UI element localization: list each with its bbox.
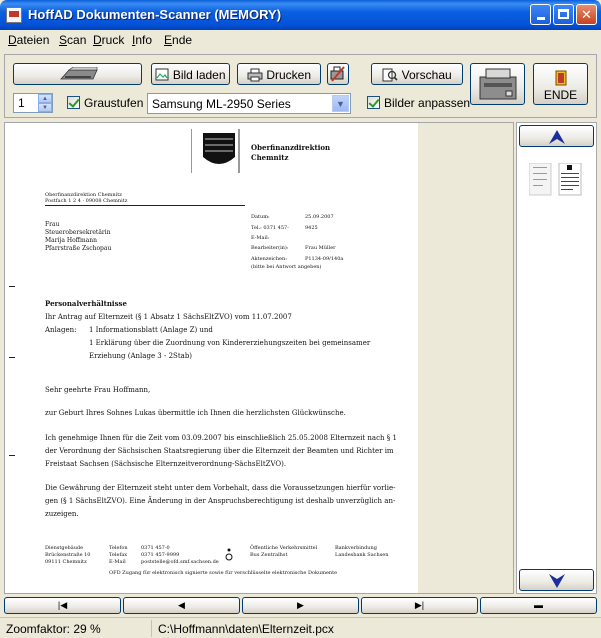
page-navigation bbox=[4, 597, 597, 615]
print-label: Drucken bbox=[266, 67, 312, 82]
authority-line2: Chemnitz bbox=[251, 153, 289, 162]
recipient-line: Marija Hoffmann bbox=[45, 237, 97, 244]
file-path-status: C:\Hoffmann\daten\Elternzeit.pcx bbox=[158, 622, 334, 636]
toolbar bbox=[4, 54, 597, 118]
document-view[interactable] bbox=[4, 122, 514, 594]
recipient-line: Frau bbox=[45, 221, 60, 228]
fold-mark bbox=[9, 357, 15, 358]
spin-down-icon[interactable]: ▼ bbox=[38, 103, 52, 112]
scroll-up-button[interactable] bbox=[519, 125, 594, 147]
last-page-button[interactable] bbox=[361, 597, 478, 614]
page-thumbnail-image bbox=[529, 163, 585, 197]
previous-page-icon: ◀ bbox=[178, 600, 185, 610]
image-icon bbox=[155, 68, 169, 82]
arrow-up-icon bbox=[548, 129, 566, 145]
footer-text: Brückenstraße 10 bbox=[45, 552, 91, 558]
zoom-status: Zoomfaktor: 29 % bbox=[2, 620, 152, 637]
recipient-line: Steuerobersekretärin bbox=[45, 229, 111, 236]
minimize-button[interactable] bbox=[530, 4, 551, 25]
menu-dateien[interactable]: Dateien bbox=[8, 33, 50, 47]
menu-bar bbox=[0, 30, 601, 50]
document-page bbox=[5, 123, 418, 594]
fold-mark bbox=[9, 455, 15, 456]
checkmark-icon[interactable] bbox=[367, 96, 380, 109]
menu-scan[interactable]: Scan bbox=[59, 33, 87, 47]
exit-door-icon bbox=[555, 70, 567, 86]
fax-button[interactable] bbox=[470, 63, 525, 105]
checkmark-icon[interactable] bbox=[67, 96, 80, 109]
authority-line1: Oberfinanzdirektion bbox=[251, 143, 331, 152]
menu-druck[interactable]: Druck bbox=[93, 33, 125, 47]
fax-machine-icon bbox=[476, 67, 520, 103]
fold-mark bbox=[9, 286, 15, 287]
footer-text: Landesbank Sachsen bbox=[335, 552, 389, 558]
paragraph-line: zuzeigen. bbox=[45, 510, 79, 518]
scanner-icon bbox=[59, 67, 99, 81]
paragraph-line: Ich genehmige Ihnen für die Zeit vom 03.09.2007 bis einschließlich 25.05.2008 Elternzeit nach § 1 bbox=[45, 434, 397, 442]
remove-page-button[interactable] bbox=[480, 597, 597, 614]
close-button[interactable] bbox=[576, 4, 597, 25]
info-label: E-Mail: bbox=[251, 235, 270, 241]
footer-text: 0371 457-9999 bbox=[141, 552, 180, 558]
info-value: 25.09.2007 bbox=[305, 214, 334, 220]
pages-spinner[interactable] bbox=[13, 93, 53, 113]
grayscale-label: Graustufen bbox=[84, 96, 144, 110]
subject-line: Personalverhältnisse bbox=[45, 299, 127, 308]
scan-button[interactable] bbox=[13, 63, 142, 85]
printer-select[interactable] bbox=[147, 93, 351, 114]
next-page-icon: ▶ bbox=[297, 600, 304, 610]
recipient-line: Pfarrstraße Zschopau bbox=[45, 245, 112, 252]
attachment-line: 1 Informationsblatt (Anlage Z) und bbox=[89, 326, 213, 334]
preview-icon bbox=[382, 68, 398, 82]
load-image-label: Bild laden bbox=[172, 67, 226, 82]
maximize-button[interactable] bbox=[553, 4, 574, 25]
minus-icon: ▬ bbox=[534, 600, 543, 610]
attachments-label: Anlagen: bbox=[45, 326, 77, 334]
load-image-button[interactable] bbox=[151, 63, 230, 85]
footer-text: 0371 457-0 bbox=[141, 545, 170, 551]
printer-icon bbox=[247, 68, 263, 82]
attachment-line: 1 Erklärung über die Zuordnung von Kindererziehungszeiten bei gemeinsamer bbox=[89, 339, 371, 347]
sender-address: Postfach 1 2 4 · 09008 Chemnitz bbox=[45, 198, 128, 204]
info-label: Tel.: 0371 457- bbox=[251, 225, 289, 231]
spin-up-icon[interactable]: ▲ bbox=[38, 94, 52, 103]
next-page-button[interactable] bbox=[242, 597, 359, 614]
info-label: Bearbeiter(in): bbox=[251, 245, 289, 251]
last-page-icon: ▶| bbox=[414, 600, 425, 610]
paragraph-line: zur Geburt Ihres Sohnes Lukas übermittle ich Ihnen die herzlichsten Glückwünsche. bbox=[45, 409, 346, 417]
paragraph-line: gen (§ 1 SächsEltZVO). Eine Änderung in der Anspruchsberechtigung ist deshalb unverzüglich an- bbox=[45, 497, 396, 505]
fit-images-label: Bilder anpassen bbox=[384, 96, 471, 110]
arrow-down-icon bbox=[548, 573, 566, 589]
sender-line: Oberfinanzdirektion Chemnitz bbox=[45, 192, 122, 198]
footer-text: Öffentliche Verkehrsmittel bbox=[250, 545, 318, 551]
window-title: HoffAD Dokumenten-Scanner (MEMORY) bbox=[28, 7, 282, 22]
end-button[interactable] bbox=[533, 63, 588, 105]
footer-text: Dienstgebäude bbox=[45, 545, 84, 551]
info-value: Frau Müller bbox=[305, 245, 336, 251]
salutation: Sehr geehrte Frau Hoffmann, bbox=[45, 386, 151, 394]
info-value: P1134-09/140a bbox=[305, 256, 344, 262]
footer-text: 09111 Chemnitz bbox=[45, 559, 87, 565]
info-label: (bitte bei Antwort angeben) bbox=[251, 264, 322, 270]
footer-text: Telefax bbox=[109, 552, 128, 558]
first-page-button[interactable] bbox=[4, 597, 121, 614]
info-label: Aktenzeichen: bbox=[251, 256, 287, 262]
minimize-icon bbox=[537, 17, 545, 20]
sender-rule bbox=[45, 205, 245, 206]
previous-page-button[interactable] bbox=[123, 597, 240, 614]
info-label: Datum: bbox=[251, 214, 270, 220]
print-button[interactable] bbox=[237, 63, 321, 85]
paragraph-line: Die Gewährung der Elternzeit steht unter dem Vorbehalt, dass die Voraussetzungen hierfür vorlie- bbox=[45, 484, 396, 492]
paragraph-line: Freistaat Sachsen (Sächsische Elternzeitverordnung-SächsEltZVO). bbox=[45, 460, 287, 468]
app-icon bbox=[6, 7, 22, 23]
scroll-down-button[interactable] bbox=[519, 569, 594, 591]
footer-text: poststelle@ofd.smf.sachsen.de bbox=[141, 559, 219, 565]
paragraph-line: der Verordnung der Sächsischen Staatsregierung über die Elternzeit der Beamten und Richter im bbox=[45, 447, 394, 455]
title-bar[interactable] bbox=[0, 0, 601, 30]
footer-text: Bus Zentralhst bbox=[250, 552, 288, 558]
saxony-coat-of-arms-icon bbox=[191, 129, 243, 173]
chevron-down-icon[interactable]: ▼ bbox=[332, 95, 349, 112]
printer-selected: Samsung ML-2950 Series bbox=[152, 97, 291, 111]
maximize-icon bbox=[558, 9, 569, 19]
close-icon: ✕ bbox=[581, 7, 592, 22]
menu-info[interactable]: Info bbox=[132, 33, 153, 47]
info-value: 9425 bbox=[305, 225, 318, 231]
footer-note: OFD Zugang für elektronisch signierte sowie für verschlüsselte elektronische Dokumente bbox=[109, 570, 338, 576]
wheelchair-icon bbox=[223, 547, 237, 561]
preview-label: Vorschau bbox=[401, 67, 452, 82]
thumbnail-panel[interactable] bbox=[516, 122, 597, 594]
printer-settings-icon bbox=[329, 65, 347, 83]
footer-text: Telefon bbox=[109, 545, 128, 551]
page-thumbnail[interactable] bbox=[529, 163, 585, 197]
preview-button[interactable] bbox=[371, 63, 463, 85]
end-label: ENDE bbox=[543, 88, 578, 102]
first-page-icon: |◀ bbox=[57, 600, 68, 610]
status-bar bbox=[0, 617, 601, 638]
footer-text: Bankverbindung bbox=[335, 545, 377, 551]
printer-settings-button[interactable] bbox=[327, 63, 349, 85]
menu-ende[interactable]: Ende bbox=[164, 33, 193, 47]
attachment-line: Erziehung (Anlage 3 - 2Stab) bbox=[89, 352, 193, 360]
subject-line: Ihr Antrag auf Elternzeit (§ 1 Absatz 1 SächsEltZVO) vom 11.07.2007 bbox=[45, 313, 292, 321]
footer-text: E-Mail bbox=[109, 559, 126, 565]
pages-value: 1 bbox=[18, 96, 25, 110]
